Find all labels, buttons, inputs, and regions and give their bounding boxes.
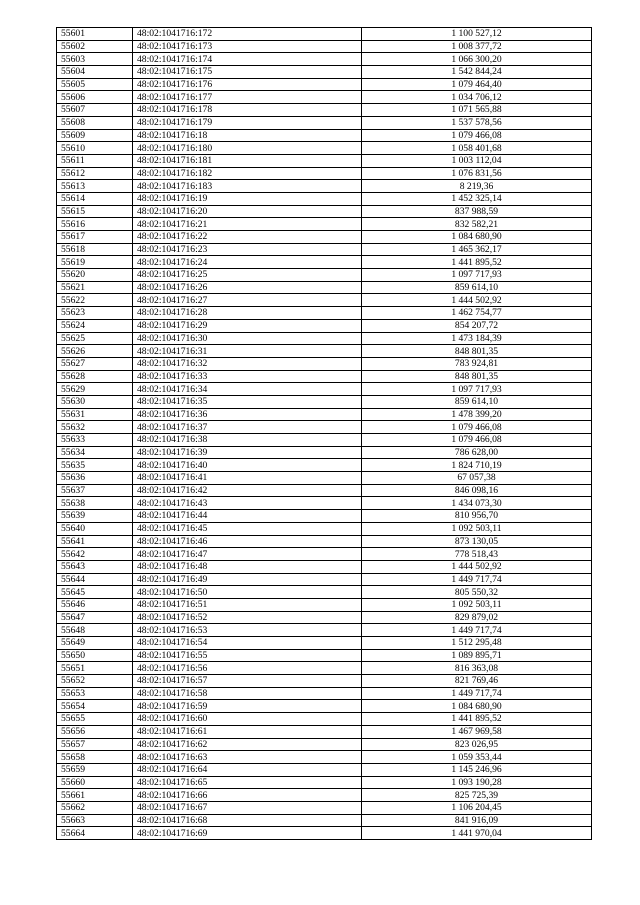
row-number-cell: 55627 [57,357,133,370]
table-row [57,40,592,53]
cadastral-value-cell: 810 956,70 [362,510,592,523]
cadastral-value-cell: 837 988,59 [362,205,592,218]
table-row [57,256,592,269]
cadastral-value-cell: 1 441 895,52 [362,713,592,726]
cadastral-value-cell: 1 441 895,52 [362,256,592,269]
cadastral-number-cell: 48:02:1041716:30 [133,332,362,345]
table-row [57,789,592,802]
cadastral-number-cell: 48:02:1041716:46 [133,535,362,548]
table-row [57,611,592,624]
table-row [57,294,592,307]
row-number-cell: 55623 [57,307,133,320]
cadastral-number-cell: 48:02:1041716:64 [133,763,362,776]
row-number-cell: 55608 [57,116,133,129]
cadastral-number-cell: 48:02:1041716:65 [133,776,362,789]
cadastral-number-cell: 48:02:1041716:174 [133,53,362,66]
cadastral-number-cell: 48:02:1041716:67 [133,801,362,814]
table-row [57,776,592,789]
cadastral-number-cell: 48:02:1041716:175 [133,66,362,79]
cadastral-value-cell: 1 084 680,90 [362,231,592,244]
table-row [57,510,592,523]
cadastral-number-cell: 48:02:1041716:25 [133,269,362,282]
row-number-cell: 55657 [57,738,133,751]
row-number-cell: 55626 [57,345,133,358]
table-row [57,104,592,117]
row-number-cell: 55641 [57,535,133,548]
cadastral-value-cell: 786 628,00 [362,446,592,459]
table-row [57,446,592,459]
cadastral-number-cell: 48:02:1041716:55 [133,649,362,662]
row-number-cell: 55614 [57,192,133,205]
row-number-cell: 55647 [57,611,133,624]
table-row [57,751,592,764]
cadastral-number-cell: 48:02:1041716:41 [133,472,362,485]
cadastral-number-cell: 48:02:1041716:51 [133,598,362,611]
cadastral-number-cell: 48:02:1041716:40 [133,459,362,472]
table-row [57,459,592,472]
row-number-cell: 55637 [57,484,133,497]
cadastral-value-cell: 1 089 895,71 [362,649,592,662]
cadastral-number-cell: 48:02:1041716:179 [133,116,362,129]
cadastral-value-cell: 1 444 502,92 [362,560,592,573]
cadastral-number-cell: 48:02:1041716:50 [133,586,362,599]
cadastral-number-cell: 48:02:1041716:66 [133,789,362,802]
row-number-cell: 55620 [57,269,133,282]
cadastral-value-cell: 783 924,81 [362,357,592,370]
cadastral-number-cell: 48:02:1041716:178 [133,104,362,117]
cadastral-value-cell: 829 879,02 [362,611,592,624]
row-number-cell: 55655 [57,713,133,726]
table-row [57,307,592,320]
row-number-cell: 55631 [57,408,133,421]
row-number-cell: 55656 [57,725,133,738]
row-number-cell: 55634 [57,446,133,459]
cadastral-number-cell: 48:02:1041716:180 [133,142,362,155]
table-row [57,332,592,345]
table-row [57,383,592,396]
table-row [57,624,592,637]
row-number-cell: 55640 [57,522,133,535]
row-number-cell: 55630 [57,395,133,408]
table-row [57,66,592,79]
row-number-cell: 55622 [57,294,133,307]
cadastral-value-cell: 1 071 565,88 [362,104,592,117]
table-row [57,497,592,510]
cadastral-value-cell: 1 066 300,20 [362,53,592,66]
table-row [57,560,592,573]
cadastral-number-cell: 48:02:1041716:42 [133,484,362,497]
cadastral-value-cell: 1 444 502,92 [362,294,592,307]
cadastral-number-cell: 48:02:1041716:58 [133,687,362,700]
cadastral-value-cell: 1 003 112,04 [362,154,592,167]
table-row [57,725,592,738]
cadastral-number-cell: 48:02:1041716:24 [133,256,362,269]
cadastral-value-cell: 1 441 970,04 [362,827,592,840]
cadastral-number-cell: 48:02:1041716:28 [133,307,362,320]
cadastral-value-cell: 821 769,46 [362,675,592,688]
row-number-cell: 55601 [57,28,133,41]
table-row [57,345,592,358]
cadastral-value-cell: 1 097 717,93 [362,383,592,396]
cadastral-value-cell: 1 079 466,08 [362,421,592,434]
cadastral-number-cell: 48:02:1041716:69 [133,827,362,840]
cadastral-value-cell: 859 614,10 [362,395,592,408]
table-row [57,827,592,840]
cadastral-number-cell: 48:02:1041716:52 [133,611,362,624]
row-number-cell: 55661 [57,789,133,802]
cadastral-value-cell: 1 106 204,45 [362,801,592,814]
row-number-cell: 55618 [57,243,133,256]
table-row [57,434,592,447]
cadastral-number-cell: 48:02:1041716:57 [133,675,362,688]
cadastral-number-cell: 48:02:1041716:27 [133,294,362,307]
cadastral-number-cell: 48:02:1041716:60 [133,713,362,726]
table-row [57,91,592,104]
table-row [57,357,592,370]
table-row [57,116,592,129]
table-row [57,408,592,421]
cadastral-value-cell: 1 449 717,74 [362,573,592,586]
cadastral-number-cell: 48:02:1041716:49 [133,573,362,586]
row-number-cell: 55624 [57,319,133,332]
cadastral-number-cell: 48:02:1041716:23 [133,243,362,256]
row-number-cell: 55606 [57,91,133,104]
table-body [57,28,592,840]
cadastral-number-cell: 48:02:1041716:63 [133,751,362,764]
table-row [57,548,592,561]
cadastral-number-cell: 48:02:1041716:182 [133,167,362,180]
cadastral-number-cell: 48:02:1041716:22 [133,231,362,244]
cadastral-number-cell: 48:02:1041716:177 [133,91,362,104]
row-number-cell: 55649 [57,637,133,650]
table-row [57,180,592,193]
table-row [57,472,592,485]
cadastral-number-cell: 48:02:1041716:45 [133,522,362,535]
table-row [57,129,592,142]
cadastral-value-cell: 1 449 717,74 [362,624,592,637]
row-number-cell: 55603 [57,53,133,66]
row-number-cell: 55611 [57,154,133,167]
row-number-cell: 55609 [57,129,133,142]
table-row [57,814,592,827]
table-row [57,231,592,244]
cadastral-value-cell: 1 076 831,56 [362,167,592,180]
row-number-cell: 55610 [57,142,133,155]
cadastral-value-cell: 1 079 464,40 [362,78,592,91]
cadastral-value-cell: 848 801,35 [362,370,592,383]
cadastral-number-cell: 48:02:1041716:43 [133,497,362,510]
cadastral-value-cell: 1 452 325,14 [362,192,592,205]
cadastral-number-cell: 48:02:1041716:62 [133,738,362,751]
table-row [57,662,592,675]
cadastral-value-cell: 805 550,32 [362,586,592,599]
cadastral-value-cell: 1 034 706,12 [362,91,592,104]
cadastral-value-cell: 1 079 466,08 [362,434,592,447]
cadastral-number-cell: 48:02:1041716:19 [133,192,362,205]
cadastral-value-cell: 823 026,95 [362,738,592,751]
table-row [57,154,592,167]
row-number-cell: 55636 [57,472,133,485]
table-row [57,192,592,205]
row-number-cell: 55613 [57,180,133,193]
cadastral-number-cell: 48:02:1041716:35 [133,395,362,408]
cadastral-number-cell: 48:02:1041716:56 [133,662,362,675]
table-row [57,675,592,688]
cadastral-number-cell: 48:02:1041716:53 [133,624,362,637]
cadastral-number-cell: 48:02:1041716:18 [133,129,362,142]
row-number-cell: 55617 [57,231,133,244]
cadastral-number-cell: 48:02:1041716:20 [133,205,362,218]
table-row [57,598,592,611]
table-row [57,522,592,535]
row-number-cell: 55638 [57,497,133,510]
cadastral-number-cell: 48:02:1041716:183 [133,180,362,193]
row-number-cell: 55664 [57,827,133,840]
cadastral-number-cell: 48:02:1041716:47 [133,548,362,561]
table-row [57,637,592,650]
cadastral-value-cell: 1 084 680,90 [362,700,592,713]
table-row [57,649,592,662]
row-number-cell: 55654 [57,700,133,713]
cadastral-number-cell: 48:02:1041716:34 [133,383,362,396]
cadastral-number-cell: 48:02:1041716:31 [133,345,362,358]
cadastral-number-cell: 48:02:1041716:37 [133,421,362,434]
table-row [57,167,592,180]
row-number-cell: 55619 [57,256,133,269]
row-number-cell: 55607 [57,104,133,117]
cadastral-value-cell: 1 059 353,44 [362,751,592,764]
row-number-cell: 55651 [57,662,133,675]
row-number-cell: 55653 [57,687,133,700]
table-row [57,28,592,41]
cadastral-value-cell: 67 057,38 [362,472,592,485]
row-number-cell: 55629 [57,383,133,396]
cadastral-value-cell: 1 092 503,11 [362,598,592,611]
cadastral-value-table [56,27,592,840]
cadastral-number-cell: 48:02:1041716:59 [133,700,362,713]
cadastral-value-cell: 1 100 527,12 [362,28,592,41]
cadastral-value-cell: 8 219,36 [362,180,592,193]
row-number-cell: 55639 [57,510,133,523]
row-number-cell: 55645 [57,586,133,599]
cadastral-value-cell: 846 098,16 [362,484,592,497]
cadastral-number-cell: 48:02:1041716:21 [133,218,362,231]
cadastral-value-cell: 1 512 295,48 [362,637,592,650]
cadastral-number-cell: 48:02:1041716:26 [133,281,362,294]
cadastral-number-cell: 48:02:1041716:44 [133,510,362,523]
cadastral-number-cell: 48:02:1041716:29 [133,319,362,332]
cadastral-value-cell: 848 801,35 [362,345,592,358]
table-row [57,281,592,294]
cadastral-value-cell: 1 542 844,24 [362,66,592,79]
row-number-cell: 55652 [57,675,133,688]
row-number-cell: 55646 [57,598,133,611]
table-row [57,205,592,218]
table-row [57,78,592,91]
cadastral-value-cell: 1 467 969,58 [362,725,592,738]
cadastral-value-cell: 1 093 190,28 [362,776,592,789]
table-row [57,218,592,231]
row-number-cell: 55660 [57,776,133,789]
row-number-cell: 55663 [57,814,133,827]
cadastral-value-cell: 1 462 754,77 [362,307,592,320]
cadastral-value-cell: 1 449 717,74 [362,687,592,700]
table-row [57,586,592,599]
cadastral-value-cell: 1 092 503,11 [362,522,592,535]
table-row [57,395,592,408]
table-row [57,801,592,814]
table-row [57,243,592,256]
row-number-cell: 55648 [57,624,133,637]
cadastral-value-cell: 859 614,10 [362,281,592,294]
cadastral-value-cell: 1 145 246,96 [362,763,592,776]
cadastral-value-cell: 825 725,39 [362,789,592,802]
cadastral-value-cell: 832 582,21 [362,218,592,231]
row-number-cell: 55604 [57,66,133,79]
cadastral-value-cell: 1 824 710,19 [362,459,592,472]
table-row [57,687,592,700]
row-number-cell: 55616 [57,218,133,231]
row-number-cell: 55625 [57,332,133,345]
cadastral-number-cell: 48:02:1041716:39 [133,446,362,459]
row-number-cell: 55605 [57,78,133,91]
cadastral-number-cell: 48:02:1041716:54 [133,637,362,650]
cadastral-number-cell: 48:02:1041716:48 [133,560,362,573]
cadastral-value-cell: 816 363,08 [362,662,592,675]
table-row [57,535,592,548]
cadastral-value-cell: 1 434 073,30 [362,497,592,510]
cadastral-number-cell: 48:02:1041716:176 [133,78,362,91]
cadastral-value-cell: 1 465 362,17 [362,243,592,256]
cadastral-number-cell: 48:02:1041716:38 [133,434,362,447]
row-number-cell: 55650 [57,649,133,662]
cadastral-value-cell: 1 008 377,72 [362,40,592,53]
cadastral-value-cell: 854 207,72 [362,319,592,332]
table-row [57,484,592,497]
table-row [57,763,592,776]
cadastral-value-cell: 1 079 466,08 [362,129,592,142]
row-number-cell: 55635 [57,459,133,472]
cadastral-value-cell: 1 478 399,20 [362,408,592,421]
table-row [57,738,592,751]
row-number-cell: 55662 [57,801,133,814]
row-number-cell: 55621 [57,281,133,294]
row-number-cell: 55602 [57,40,133,53]
cadastral-number-cell: 48:02:1041716:32 [133,357,362,370]
row-number-cell: 55633 [57,434,133,447]
table-row [57,573,592,586]
cadastral-value-cell: 1 058 401,68 [362,142,592,155]
row-number-cell: 55632 [57,421,133,434]
row-number-cell: 55642 [57,548,133,561]
cadastral-value-cell: 1 537 578,56 [362,116,592,129]
cadastral-value-cell: 1 473 184,39 [362,332,592,345]
row-number-cell: 55644 [57,573,133,586]
table-row [57,53,592,66]
table-row [57,370,592,383]
table-row [57,269,592,282]
row-number-cell: 55628 [57,370,133,383]
row-number-cell: 55615 [57,205,133,218]
cadastral-value-cell: 778 518,43 [362,548,592,561]
table-row [57,421,592,434]
cadastral-number-cell: 48:02:1041716:33 [133,370,362,383]
cadastral-number-cell: 48:02:1041716:172 [133,28,362,41]
cadastral-number-cell: 48:02:1041716:181 [133,154,362,167]
row-number-cell: 55658 [57,751,133,764]
row-number-cell: 55612 [57,167,133,180]
table-row [57,700,592,713]
table-row [57,319,592,332]
table-row [57,713,592,726]
row-number-cell: 55659 [57,763,133,776]
cadastral-value-cell: 1 097 717,93 [362,269,592,282]
row-number-cell: 55643 [57,560,133,573]
cadastral-value-cell: 873 130,05 [362,535,592,548]
table-row [57,142,592,155]
cadastral-number-cell: 48:02:1041716:173 [133,40,362,53]
cadastral-number-cell: 48:02:1041716:61 [133,725,362,738]
cadastral-number-cell: 48:02:1041716:68 [133,814,362,827]
cadastral-value-cell: 841 916,09 [362,814,592,827]
cadastral-number-cell: 48:02:1041716:36 [133,408,362,421]
